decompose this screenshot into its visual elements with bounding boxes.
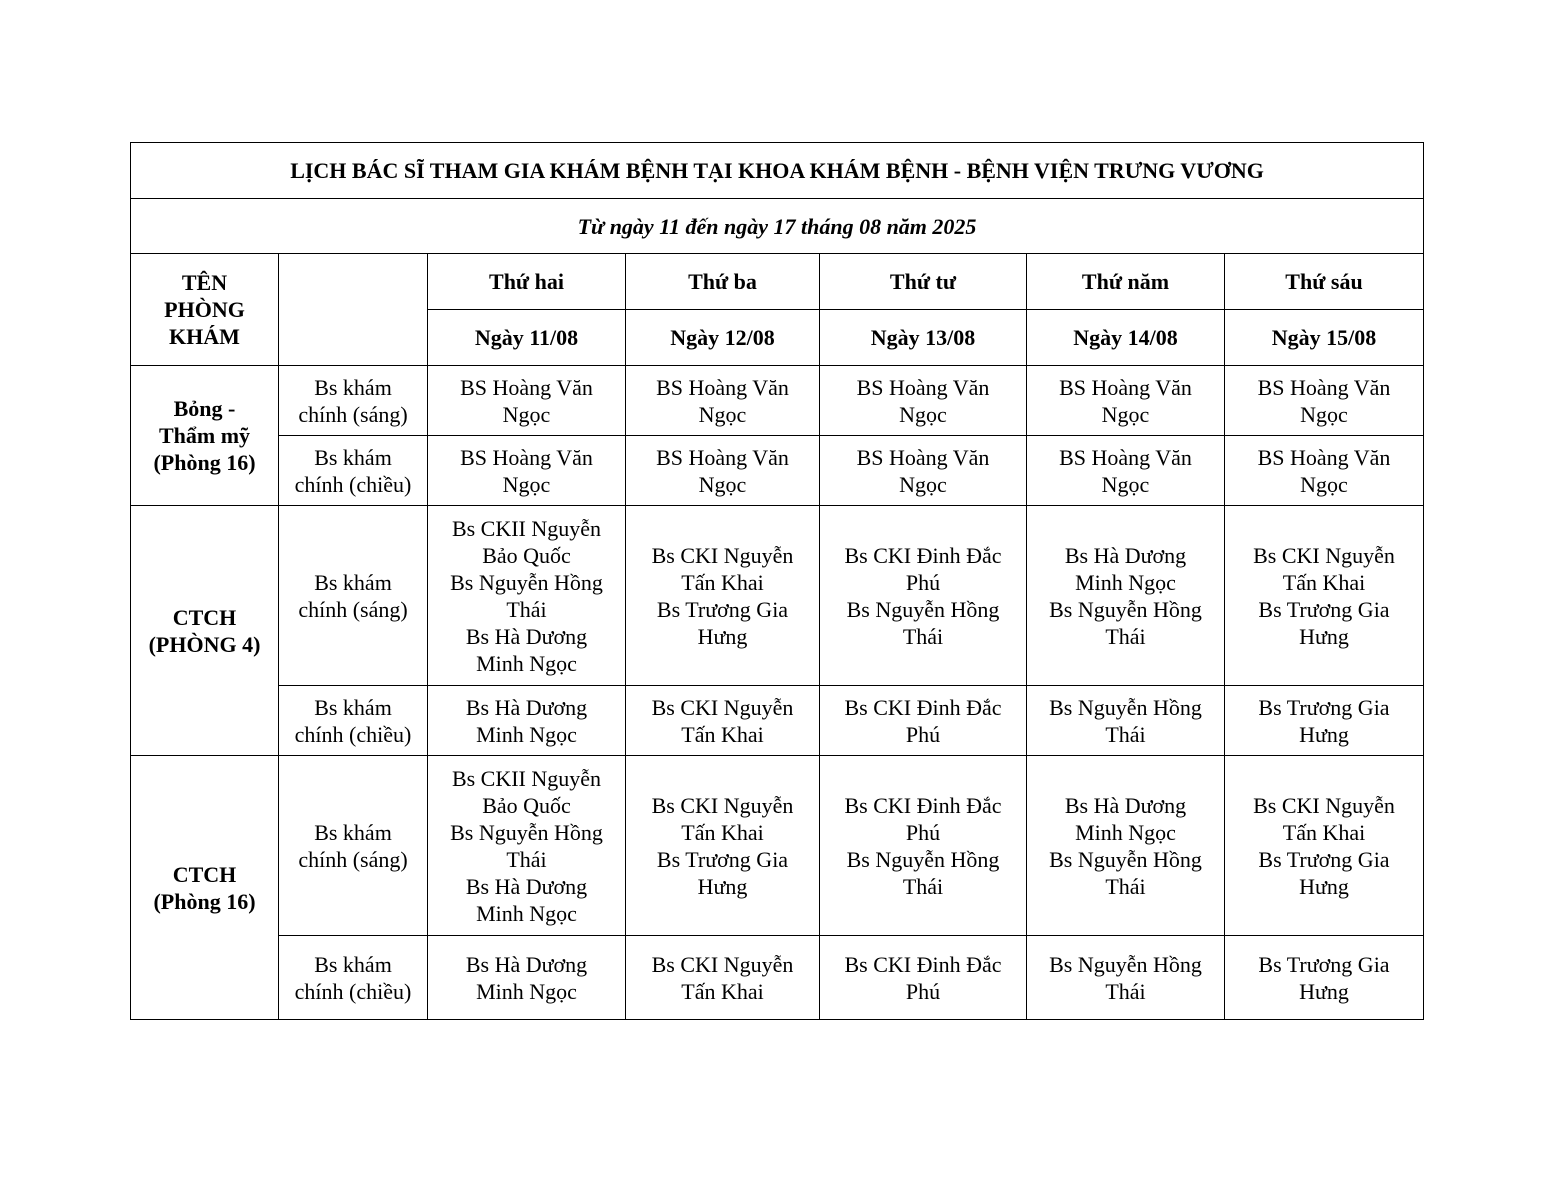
weekday-header: Thứ sáu (1225, 254, 1424, 310)
weekday-header: Thứ ba (626, 254, 820, 310)
doctor-cell: Bs CKII Nguyễn Bảo Quốc Bs Nguyễn Hồng Thái Bs Hà Dương Minh Ngọc (428, 756, 626, 936)
shift-label-cell: Bs khám chính (sáng) (279, 506, 428, 686)
doctor-cell: BS Hoàng Văn Ngọc (1027, 366, 1225, 436)
weekday-header: Thứ năm (1027, 254, 1225, 310)
doctor-cell: Bs Hà Dương Minh Ngọc Bs Nguyễn Hồng Thái (1027, 756, 1225, 936)
doctor-cell: Bs CKI Nguyễn Tấn Khai Bs Trương Gia Hưng (1225, 756, 1424, 936)
room-name-cell: Bỏng - Thẩm mỹ (Phòng 16) (131, 366, 279, 506)
date-header: Ngày 11/08 (428, 310, 626, 366)
doctor-cell: BS Hoàng Văn Ngọc (428, 436, 626, 506)
doctor-cell: Bs Hà Dương Minh Ngọc Bs Nguyễn Hồng Thái (1027, 506, 1225, 686)
doctor-cell: BS Hoàng Văn Ngọc (626, 436, 820, 506)
date-header: Ngày 13/08 (820, 310, 1027, 366)
date-header: Ngày 15/08 (1225, 310, 1424, 366)
doctor-cell: BS Hoàng Văn Ngọc (428, 366, 626, 436)
doctor-cell: Bs CKI Nguyễn Tấn Khai (626, 936, 820, 1020)
shift-column-header (279, 254, 428, 366)
doctor-cell: BS Hoàng Văn Ngọc (1225, 366, 1424, 436)
doctor-cell: Bs CKI Đinh Đắc Phú (820, 686, 1027, 756)
weekday-header: Thứ tư (820, 254, 1027, 310)
date-header: Ngày 14/08 (1027, 310, 1225, 366)
room-name-cell: CTCH (Phòng 16) (131, 756, 279, 1020)
schedule-table (130, 142, 1424, 1020)
doctor-cell: Bs CKI Nguyễn Tấn Khai (626, 686, 820, 756)
doctor-cell: Bs CKII Nguyễn Bảo Quốc Bs Nguyễn Hồng Thái Bs Hà Dương Minh Ngọc (428, 506, 626, 686)
doctor-cell: BS Hoàng Văn Ngọc (1027, 436, 1225, 506)
doctor-cell: Bs Nguyễn Hồng Thái (1027, 936, 1225, 1020)
shift-label-cell: Bs khám chính (sáng) (279, 756, 428, 936)
shift-label-cell: Bs khám chính (chiều) (279, 686, 428, 756)
doctor-cell: Bs Trương Gia Hưng (1225, 936, 1424, 1020)
room-name-cell: CTCH (PHÒNG 4) (131, 506, 279, 756)
doctor-cell: Bs CKI Đinh Đắc Phú Bs Nguyễn Hồng Thái (820, 506, 1027, 686)
doctor-cell: BS Hoàng Văn Ngọc (820, 366, 1027, 436)
doctor-cell: Bs CKI Đinh Đắc Phú Bs Nguyễn Hồng Thái (820, 756, 1027, 936)
shift-label-cell: Bs khám chính (chiều) (279, 936, 428, 1020)
doctor-cell: Bs Hà Dương Minh Ngọc (428, 686, 626, 756)
doctor-cell: Bs Nguyễn Hồng Thái (1027, 686, 1225, 756)
doctor-cell: BS Hoàng Văn Ngọc (1225, 436, 1424, 506)
room-column-header: TÊN PHÒNG KHÁM (131, 254, 279, 366)
schedule-title: LỊCH BÁC SĨ THAM GIA KHÁM BỆNH TẠI KHOA KHÁM BỆNH - BỆNH VIỆN TRƯNG VƯƠNG (131, 143, 1424, 199)
doctor-cell: Bs CKI Nguyễn Tấn Khai Bs Trương Gia Hưng (626, 756, 820, 936)
weekday-header: Thứ hai (428, 254, 626, 310)
doctor-cell: BS Hoàng Văn Ngọc (626, 366, 820, 436)
shift-label-cell: Bs khám chính (sáng) (279, 366, 428, 436)
doctor-cell: BS Hoàng Văn Ngọc (820, 436, 1027, 506)
doctor-cell: Bs CKI Nguyễn Tấn Khai Bs Trương Gia Hưng (626, 506, 820, 686)
doctor-cell: Bs Trương Gia Hưng (1225, 686, 1424, 756)
date-header: Ngày 12/08 (626, 310, 820, 366)
doctor-cell: Bs Hà Dương Minh Ngọc (428, 936, 626, 1020)
schedule-date-range: Từ ngày 11 đến ngày 17 tháng 08 năm 2025 (131, 199, 1424, 254)
shift-label-cell: Bs khám chính (chiều) (279, 436, 428, 506)
doctor-cell: Bs CKI Đinh Đắc Phú (820, 936, 1027, 1020)
doctor-cell: Bs CKI Nguyễn Tấn Khai Bs Trương Gia Hưng (1225, 506, 1424, 686)
